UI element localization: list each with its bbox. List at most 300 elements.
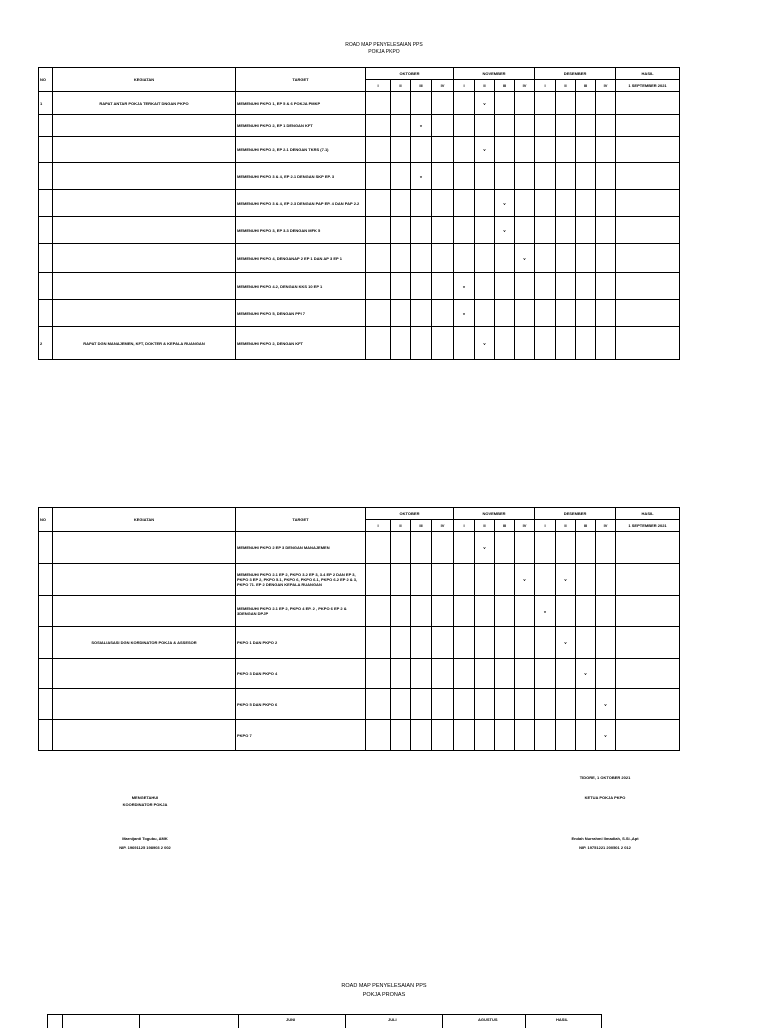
- week-cell: [495, 596, 515, 627]
- row-no: [39, 273, 53, 300]
- row-hasil: [616, 689, 680, 720]
- header-kegiatan: KEGIATAN: [53, 68, 236, 92]
- week-cell: [411, 720, 432, 751]
- row-hasil: [616, 327, 680, 360]
- week-cell: [535, 689, 556, 720]
- check-mark: v: [576, 659, 596, 689]
- week-cell: [495, 659, 515, 689]
- row-target: PKPO 5 DAN PKPO 6: [236, 689, 366, 720]
- row-hasil: [616, 217, 680, 244]
- week-cell: [454, 244, 475, 273]
- week-cell: [535, 659, 556, 689]
- doc2-col-line: [525, 1014, 526, 1028]
- week-cell: [556, 327, 576, 360]
- row-hasil: [616, 532, 680, 564]
- week-cell: [391, 163, 411, 190]
- row-hasil: [616, 190, 680, 217]
- doc2-month-juli: JULI: [388, 1017, 397, 1022]
- row-hasil: [616, 659, 680, 689]
- week-cell: [535, 190, 556, 217]
- table-row: [39, 190, 680, 217]
- week-cell: [391, 190, 411, 217]
- week-cell: [495, 273, 515, 300]
- week-cell: [576, 689, 596, 720]
- row-target: PKPO 3 DAN PKPO 4: [236, 659, 366, 689]
- week-cell: [556, 532, 576, 564]
- week-cell: [454, 596, 475, 627]
- week-cell: [432, 596, 454, 627]
- week-cell: [366, 564, 391, 596]
- header-kegiatan: KEGIATAN: [53, 508, 236, 532]
- signature-left-line2: KOORDINATOR POKJA: [122, 802, 168, 807]
- week-cell: [391, 532, 411, 564]
- week-cell: [454, 532, 475, 564]
- table-row: [39, 115, 680, 137]
- week-cell: [366, 244, 391, 273]
- week-cell: [432, 273, 454, 300]
- week-cell: [556, 596, 576, 627]
- row-no: [39, 115, 53, 137]
- week-cell: [391, 217, 411, 244]
- header-week: II: [391, 80, 411, 92]
- table-row: [39, 659, 680, 689]
- week-cell: [391, 596, 411, 627]
- week-cell: [475, 190, 495, 217]
- week-cell: [366, 190, 391, 217]
- week-cell: [576, 564, 596, 596]
- row-hasil: [616, 163, 680, 190]
- header-week: IV: [515, 80, 535, 92]
- week-cell: [454, 217, 475, 244]
- check-mark: v: [515, 564, 535, 596]
- week-cell: [515, 190, 535, 217]
- doc2-hasil: HASIL: [556, 1017, 568, 1022]
- table-row: [39, 92, 680, 115]
- header-week: IV: [596, 520, 616, 532]
- week-cell: [411, 244, 432, 273]
- week-cell: [596, 190, 616, 217]
- row-kegiatan: [53, 720, 236, 751]
- week-cell: [391, 92, 411, 115]
- table-row: [39, 273, 680, 300]
- header-week: III: [495, 520, 515, 532]
- row-hasil: [616, 273, 680, 300]
- week-cell: [475, 689, 495, 720]
- check-mark: v: [596, 720, 616, 751]
- week-cell: [366, 532, 391, 564]
- week-cell: [556, 92, 576, 115]
- week-cell: [596, 532, 616, 564]
- week-cell: [454, 564, 475, 596]
- row-target: MEMENUHI PKPO 2.1 EP 2, PKPO 3.2 EP 3, 3.4 EP 2 DAN EP 3, PKPO 3 EP 2, PKPO 5.1, PKPO 6, PKPO 6.1, PKPO 6.2 EP 2 & 3, PKPO 71. EP 2 DENGAN KEPALA RUANGAN: [236, 564, 366, 596]
- header-month: DESEMBER: [535, 68, 616, 80]
- row-kegiatan: [53, 163, 236, 190]
- week-cell: [432, 659, 454, 689]
- week-cell: [366, 300, 391, 327]
- row-target: MEMENUHI PKPO 3, EP 3.3 DENGAN MFK 5: [236, 217, 366, 244]
- week-cell: [495, 300, 515, 327]
- week-cell: [576, 190, 596, 217]
- signature-left-nip: NIP. 19691125 198903 2 002: [119, 845, 171, 850]
- week-cell: [391, 244, 411, 273]
- week-cell: [432, 564, 454, 596]
- week-cell: [576, 627, 596, 659]
- header-week: III: [576, 520, 596, 532]
- header-week: III: [411, 520, 432, 532]
- week-cell: [495, 137, 515, 163]
- doc2-col-line: [345, 1014, 346, 1028]
- table-row: [39, 137, 680, 163]
- table-row: [39, 217, 680, 244]
- week-cell: [495, 327, 515, 360]
- row-kegiatan: [53, 273, 236, 300]
- row-no: [39, 190, 53, 217]
- week-cell: [576, 327, 596, 360]
- week-cell: [515, 273, 535, 300]
- week-cell: [556, 300, 576, 327]
- week-cell: [495, 627, 515, 659]
- row-hasil: [616, 115, 680, 137]
- week-cell: [391, 627, 411, 659]
- table-row: [39, 564, 680, 596]
- table-row: [39, 720, 680, 751]
- week-cell: [411, 92, 432, 115]
- header-hasil-date: 1 SEPTEMBER 2021: [616, 520, 680, 532]
- week-cell: [535, 115, 556, 137]
- header-month: OKTOBER: [366, 508, 454, 520]
- check-mark: v: [475, 137, 495, 163]
- week-cell: [411, 217, 432, 244]
- week-cell: [432, 532, 454, 564]
- doc2-col-line: [238, 1014, 239, 1028]
- week-cell: [596, 564, 616, 596]
- week-cell: [475, 720, 495, 751]
- week-cell: [576, 300, 596, 327]
- week-cell: [515, 596, 535, 627]
- week-cell: [495, 720, 515, 751]
- week-cell: [391, 659, 411, 689]
- table-row: [39, 596, 680, 627]
- week-cell: [515, 659, 535, 689]
- check-mark: v: [475, 327, 495, 360]
- row-target: MEMENUHI PKPO 3 & 4, EP 2.3 DENGAN PAP EP. 4 DAN PAP 2.2: [236, 190, 366, 217]
- week-cell: [495, 115, 515, 137]
- week-cell: [391, 300, 411, 327]
- header-week: II: [391, 520, 411, 532]
- week-cell: [556, 190, 576, 217]
- week-cell: [596, 115, 616, 137]
- week-cell: [411, 300, 432, 327]
- week-cell: [454, 327, 475, 360]
- row-no: [39, 300, 53, 327]
- check-mark: v: [475, 532, 495, 564]
- week-cell: [495, 163, 515, 190]
- row-target: MEMENUHI PKPO 2 EP 3 DENGAN MANAJEMEN: [236, 532, 366, 564]
- doc2-title-line2: POKJA PRONAS: [362, 992, 406, 998]
- week-cell: [535, 327, 556, 360]
- check-mark: v: [556, 564, 576, 596]
- week-cell: [454, 92, 475, 115]
- week-cell: [454, 163, 475, 190]
- week-cell: [411, 190, 432, 217]
- week-cell: [515, 92, 535, 115]
- header-target: TARGET: [236, 508, 366, 532]
- header-no: NO: [39, 68, 53, 92]
- week-cell: [432, 217, 454, 244]
- week-cell: [495, 92, 515, 115]
- week-cell: [596, 659, 616, 689]
- week-cell: [411, 327, 432, 360]
- week-cell: [576, 532, 596, 564]
- header-week: II: [556, 80, 576, 92]
- week-cell: [515, 137, 535, 163]
- week-cell: [454, 627, 475, 659]
- row-kegiatan: RAPAT DGN MANAJEMEN, KFT, DOKTER & KEPALA RUANGAN: [53, 327, 236, 360]
- week-cell: [475, 564, 495, 596]
- doc2-table-top-border: [47, 1014, 601, 1027]
- week-cell: [596, 327, 616, 360]
- check-mark: v: [515, 244, 535, 273]
- header-target: TARGET: [236, 68, 366, 92]
- week-cell: [556, 217, 576, 244]
- week-cell: [475, 659, 495, 689]
- week-cell: [495, 564, 515, 596]
- week-cell: [366, 596, 391, 627]
- header-week: I: [535, 80, 556, 92]
- week-cell: [475, 300, 495, 327]
- week-cell: [411, 564, 432, 596]
- header-hasil: HASIL: [616, 68, 680, 80]
- week-cell: [366, 217, 391, 244]
- week-cell: [515, 217, 535, 244]
- week-cell: [366, 115, 391, 137]
- row-target: PKPO 1 DAN PKPO 2: [236, 627, 366, 659]
- row-no: [39, 244, 53, 273]
- header-week: I: [454, 520, 475, 532]
- week-cell: [535, 300, 556, 327]
- doc2-col-line: [62, 1014, 63, 1028]
- row-target: MEMENUHI PKPO 3 & 4, EP 2.1 DENGAN SKP EP. 3: [236, 163, 366, 190]
- week-cell: [556, 659, 576, 689]
- table-row: [39, 689, 680, 720]
- week-cell: [391, 327, 411, 360]
- week-cell: [515, 689, 535, 720]
- doc2-title-line1: ROAD MAP PENYELESAIAN PPS: [341, 983, 427, 989]
- doc2-month-juni: JUNI: [286, 1017, 296, 1022]
- week-cell: [596, 596, 616, 627]
- check-mark: v: [475, 92, 495, 115]
- row-no: [39, 689, 53, 720]
- week-cell: [576, 596, 596, 627]
- row-kegiatan: SOSIALIASASI DGN KORDINATOR POKJA & ASSESOR: [53, 627, 236, 659]
- row-target: MEMENUHI PKPO 2, DENGAN KFT: [236, 327, 366, 360]
- row-kegiatan: [53, 596, 236, 627]
- header-no: NO: [39, 508, 53, 532]
- week-cell: [432, 689, 454, 720]
- row-hasil: [616, 300, 680, 327]
- header-month: NOVEMBER: [454, 68, 535, 80]
- week-cell: [535, 163, 556, 190]
- table-row: [39, 244, 680, 273]
- week-cell: [475, 596, 495, 627]
- week-cell: [576, 217, 596, 244]
- row-kegiatan: [53, 190, 236, 217]
- week-cell: [576, 273, 596, 300]
- week-cell: [535, 137, 556, 163]
- week-cell: [515, 532, 535, 564]
- row-hasil: [616, 720, 680, 751]
- row-kegiatan: [53, 115, 236, 137]
- week-cell: [432, 720, 454, 751]
- week-cell: [432, 92, 454, 115]
- week-cell: [556, 689, 576, 720]
- row-no: [39, 163, 53, 190]
- check-mark: v: [454, 300, 475, 327]
- week-cell: [454, 720, 475, 751]
- row-no: [39, 217, 53, 244]
- week-cell: [535, 273, 556, 300]
- signature-place-date: TIDORE, 1 OKTOBER 2021: [579, 775, 631, 780]
- doc2-col-line: [139, 1014, 140, 1028]
- week-cell: [432, 137, 454, 163]
- week-cell: [596, 137, 616, 163]
- week-cell: [432, 327, 454, 360]
- week-cell: [432, 163, 454, 190]
- week-cell: [495, 689, 515, 720]
- week-cell: [366, 327, 391, 360]
- signature-right-role: KETUA POKJA PKPO: [584, 795, 626, 800]
- week-cell: [454, 190, 475, 217]
- week-cell: [411, 689, 432, 720]
- week-cell: [366, 163, 391, 190]
- row-hasil: [616, 627, 680, 659]
- week-cell: [515, 327, 535, 360]
- check-mark: v: [556, 627, 576, 659]
- row-hasil: [616, 564, 680, 596]
- week-cell: [576, 137, 596, 163]
- row-kegiatan: [53, 244, 236, 273]
- row-target: MEMENUHI PKPO 2.1 EP 2, PKPO 4 EP. 2 , PKPO 6 EP 2 & 3DENGAN DPJP: [236, 596, 366, 627]
- week-cell: [515, 720, 535, 751]
- week-cell: [535, 217, 556, 244]
- week-cell: [576, 115, 596, 137]
- week-cell: [411, 532, 432, 564]
- week-cell: [432, 115, 454, 137]
- header-week: I: [535, 520, 556, 532]
- week-cell: [576, 92, 596, 115]
- week-cell: [366, 627, 391, 659]
- week-cell: [535, 532, 556, 564]
- row-no: [39, 137, 53, 163]
- doc2-col-line: [47, 1014, 48, 1028]
- week-cell: [495, 532, 515, 564]
- row-hasil: [616, 244, 680, 273]
- week-cell: [366, 720, 391, 751]
- week-cell: [454, 137, 475, 163]
- week-cell: [596, 92, 616, 115]
- row-target: MEMENUHI PKPO 1, EP 5 & 6 POKJA PMKP: [236, 92, 366, 115]
- week-cell: [391, 720, 411, 751]
- table-row: [39, 300, 680, 327]
- week-cell: [535, 720, 556, 751]
- week-cell: [454, 659, 475, 689]
- row-target: MEMENUHI PKPO 4, DENGANAP 2 EP 1 DAN AP 3 EP 1: [236, 244, 366, 273]
- row-kegiatan: [53, 689, 236, 720]
- week-cell: [432, 244, 454, 273]
- row-kegiatan: [53, 217, 236, 244]
- week-cell: [596, 217, 616, 244]
- week-cell: [556, 137, 576, 163]
- week-cell: [556, 244, 576, 273]
- doc1-title-line1: ROAD MAP PENYELESAIAN PPS: [345, 42, 423, 48]
- signature-left-name: Marnijanti Togubu, AMK: [122, 836, 168, 841]
- doc2-col-line: [442, 1014, 443, 1028]
- row-hasil: [616, 137, 680, 163]
- week-cell: [411, 627, 432, 659]
- signature-right-nip: NIP. 19751221 200501 2 012: [579, 845, 631, 850]
- week-cell: [475, 627, 495, 659]
- row-no: [39, 532, 53, 564]
- roadmap-table-1: [38, 67, 680, 360]
- header-week: II: [475, 520, 495, 532]
- week-cell: [454, 689, 475, 720]
- week-cell: [411, 659, 432, 689]
- week-cell: [596, 300, 616, 327]
- week-cell: [535, 627, 556, 659]
- week-cell: [391, 137, 411, 163]
- header-week: IV: [432, 520, 454, 532]
- doc1-title-line2: POKJA PKPO: [368, 49, 400, 55]
- week-cell: [596, 627, 616, 659]
- roadmap-table-2: [38, 507, 680, 751]
- check-mark: v: [596, 689, 616, 720]
- row-no: 1: [39, 92, 53, 115]
- row-kegiatan: [53, 564, 236, 596]
- row-target: PKPO 7: [236, 720, 366, 751]
- row-no: [39, 720, 53, 751]
- week-cell: [556, 115, 576, 137]
- check-mark: v: [411, 115, 432, 137]
- week-cell: [454, 115, 475, 137]
- week-cell: [596, 244, 616, 273]
- week-cell: [535, 244, 556, 273]
- week-cell: [475, 163, 495, 190]
- row-no: 2: [39, 327, 53, 360]
- week-cell: [391, 115, 411, 137]
- header-month: DESEMBER: [535, 508, 616, 520]
- week-cell: [475, 273, 495, 300]
- check-mark: v: [495, 190, 515, 217]
- check-mark: v: [495, 217, 515, 244]
- row-hasil: [616, 92, 680, 115]
- week-cell: [366, 273, 391, 300]
- header-month: NOVEMBER: [454, 508, 535, 520]
- row-kegiatan: [53, 300, 236, 327]
- week-cell: [576, 244, 596, 273]
- week-cell: [515, 163, 535, 190]
- week-cell: [596, 163, 616, 190]
- week-cell: [535, 92, 556, 115]
- week-cell: [515, 627, 535, 659]
- row-target: MEMENUHI PKPO 2, EP 1 DENGAN KFT: [236, 115, 366, 137]
- week-cell: [432, 627, 454, 659]
- week-cell: [596, 273, 616, 300]
- row-kegiatan: [53, 137, 236, 163]
- week-cell: [366, 659, 391, 689]
- week-cell: [515, 115, 535, 137]
- week-cell: [366, 137, 391, 163]
- week-cell: [475, 244, 495, 273]
